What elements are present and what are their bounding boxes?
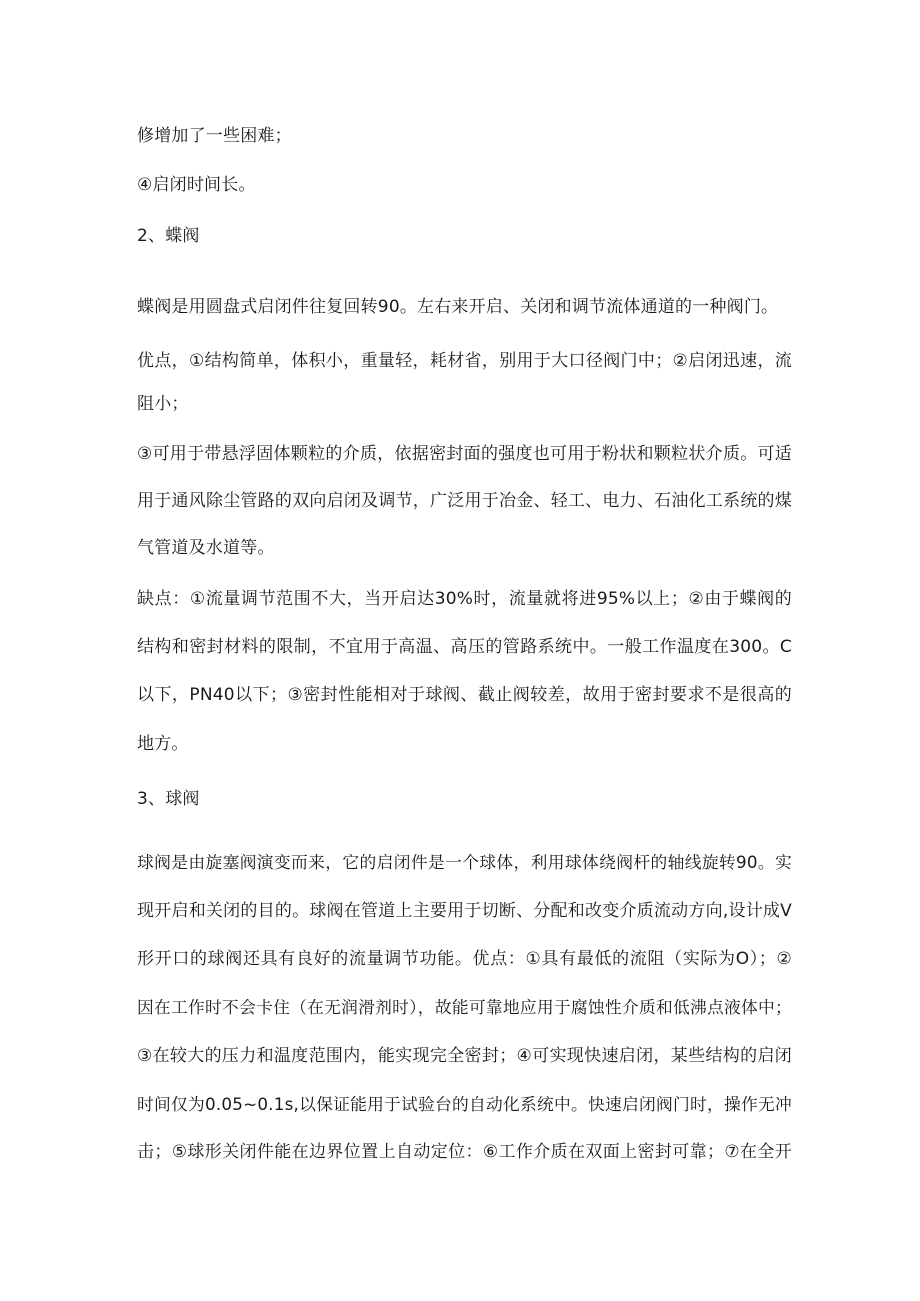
text-line: 因在工作时不会卡住（在无润滑剂时），故能可靠地应用于腐蚀性介质和低沸点液体中； [137, 997, 792, 1017]
text-line: 球阀是由旋塞阀演变而来，它的启闭件是一个球体，利用球体绕阀杆的轴线旋转90。实 [137, 852, 792, 872]
text-line: 时间仅为0.05~0.1s,以保证能用于试验台的自动化系统中。快速启闭阀门时，操作无冲 [137, 1094, 792, 1114]
section-heading: 3、球阀 [137, 789, 200, 809]
text-line: ③可用于带悬浮固体颗粒的介质，依据密封面的强度也可用于粉状和颗粒状介质。可适 [137, 444, 792, 464]
text-line: 优点，①结构简单，体积小，重量轻，耗材省，别用于大口径阀门中；②启闭迅速，流 [137, 351, 792, 371]
text-line: 以下，PN40以下；③密封性能相对于球阀、截止阀较差，故用于密封要求不是很高的 [137, 685, 792, 705]
text-line: ④启闭时间长。 [137, 175, 256, 195]
text-line: 修增加了一些困难； [137, 126, 292, 146]
text-line: 击；⑤球形关闭件能在边界位置上自动定位：⑥工作介质在双面上密封可靠；⑦在全开 [137, 1142, 792, 1162]
text-line: 形开口的球阀还具有良好的流量调节功能。优点：①具有最低的流阻（实际为O）；② [137, 949, 792, 969]
text-line: 阻小； [137, 394, 189, 414]
section-heading: 2、蝶阀 [137, 226, 200, 246]
text-line: 地方。 [137, 734, 189, 754]
text-line: 结构和密封材料的限制，不宜用于高温、高压的管路系统中。一般工作温度在300。C [137, 637, 792, 657]
text-line: 用于通风除尘管路的双向启闭及调节，广泛用于冶金、轻工、电力、石油化工系统的煤 [137, 491, 792, 511]
text-line: ③在较大的压力和温度范围内，能实现完全密封；④可实现快速启闭，某些结构的启闭 [137, 1046, 792, 1066]
text-line: 缺点：①流量调节范围不大，当开启达30%时，流量就将进95%以上；②由于蝶阀的 [137, 589, 792, 609]
text-line: 蝶阀是用圆盘式启闭件往复回转90。左右来开启、关闭和调节流体通道的一种阀门。 [137, 297, 779, 317]
text-line: 现开启和关闭的目的。球阀在管道上主要用于切断、分配和改变介质流动方向,设计成V [137, 901, 792, 921]
text-line: 气管道及水道等。 [137, 538, 275, 558]
